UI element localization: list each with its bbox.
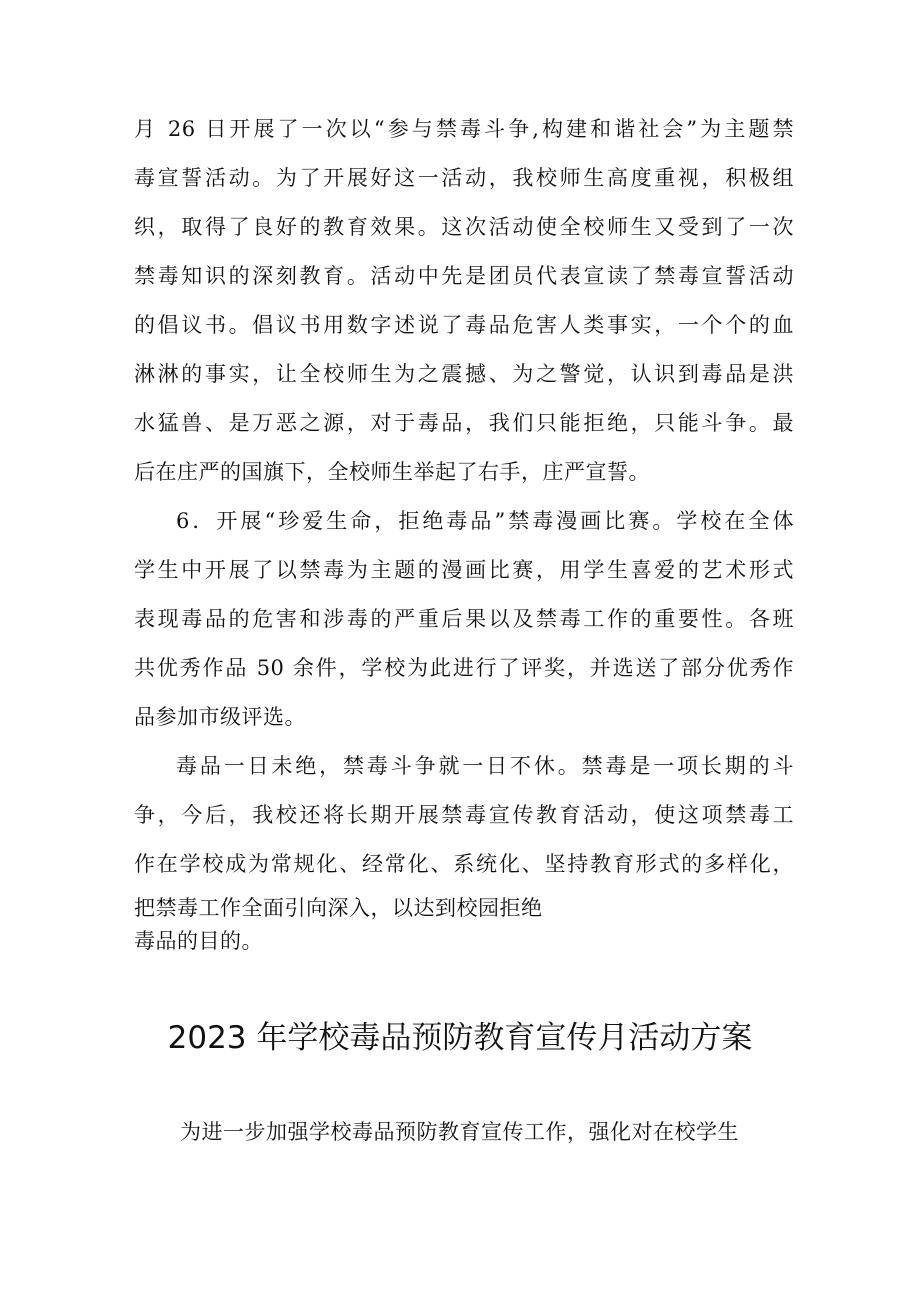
paragraph-line: 把禁毒工作全面引向深入，以达到校园拒绝 (134, 896, 543, 920)
paragraph-line: 争，今后，我校还将长期开展禁毒宣传教育活动，使这项禁毒工 (134, 803, 794, 827)
paragraph-line: 品参加市级评选。 (134, 705, 306, 729)
paragraph-line: 的倡议书。倡议书用数字述说了毒品危害人类事实，一个个的血 (134, 313, 794, 337)
paragraph-line: 为进一步加强学校毒品预防教育宣传工作，强化对在校学生 (180, 1120, 739, 1144)
section-heading: 2023 年学校毒品预防教育宣传月活动方案 (167, 1020, 753, 1056)
paragraph-line: 淋淋的事实，让全校师生为之震撼、为之警觉，认识到毒品是洪 (134, 362, 794, 386)
paragraph-line: 6．开展“珍爱生命，拒绝毒品”禁毒漫画比赛。学校在全体 (176, 509, 794, 533)
paragraph-line: 毒宣誓活动。为了开展好这一活动，我校师生高度重视，积极组 (134, 166, 794, 190)
paragraph-line: 水猛兽、是万恶之源，对于毒品，我们只能拒绝，只能斗争。最 (134, 411, 794, 435)
paragraph-line: 共优秀作品 50 余件，学校为此进行了评奖，并选送了部分优秀作 (134, 656, 794, 680)
paragraph-line: 作在学校成为常规化、经常化、系统化、坚持教育形式的多样化， (134, 852, 794, 876)
paragraph-line: 毒品的目的。 (134, 929, 263, 953)
paragraph-line: 织，取得了良好的教育效果。这次活动使全校师生又受到了一次 (134, 215, 794, 239)
paragraph-line: 学生中开展了以禁毒为主题的漫画比赛，用学生喜爱的艺术形式 (134, 558, 794, 582)
paragraph-line: 毒品一日未绝，禁毒斗争就一日不休。禁毒是一项长期的斗 (176, 754, 794, 778)
paragraph-line: 表现毒品的危害和涉毒的严重后果以及禁毒工作的重要性。各班 (134, 607, 794, 631)
paragraph-line: 月 26 日开展了一次以“参与禁毒斗争,构建和谐社会”为主题禁 (134, 117, 794, 141)
paragraph-line: 禁毒知识的深刻教育。活动中先是团员代表宣读了禁毒宣誓活动 (134, 264, 794, 288)
paragraph-line: 后在庄严的国旗下，全校师生举起了右手，庄严宣誓。 (134, 460, 650, 484)
